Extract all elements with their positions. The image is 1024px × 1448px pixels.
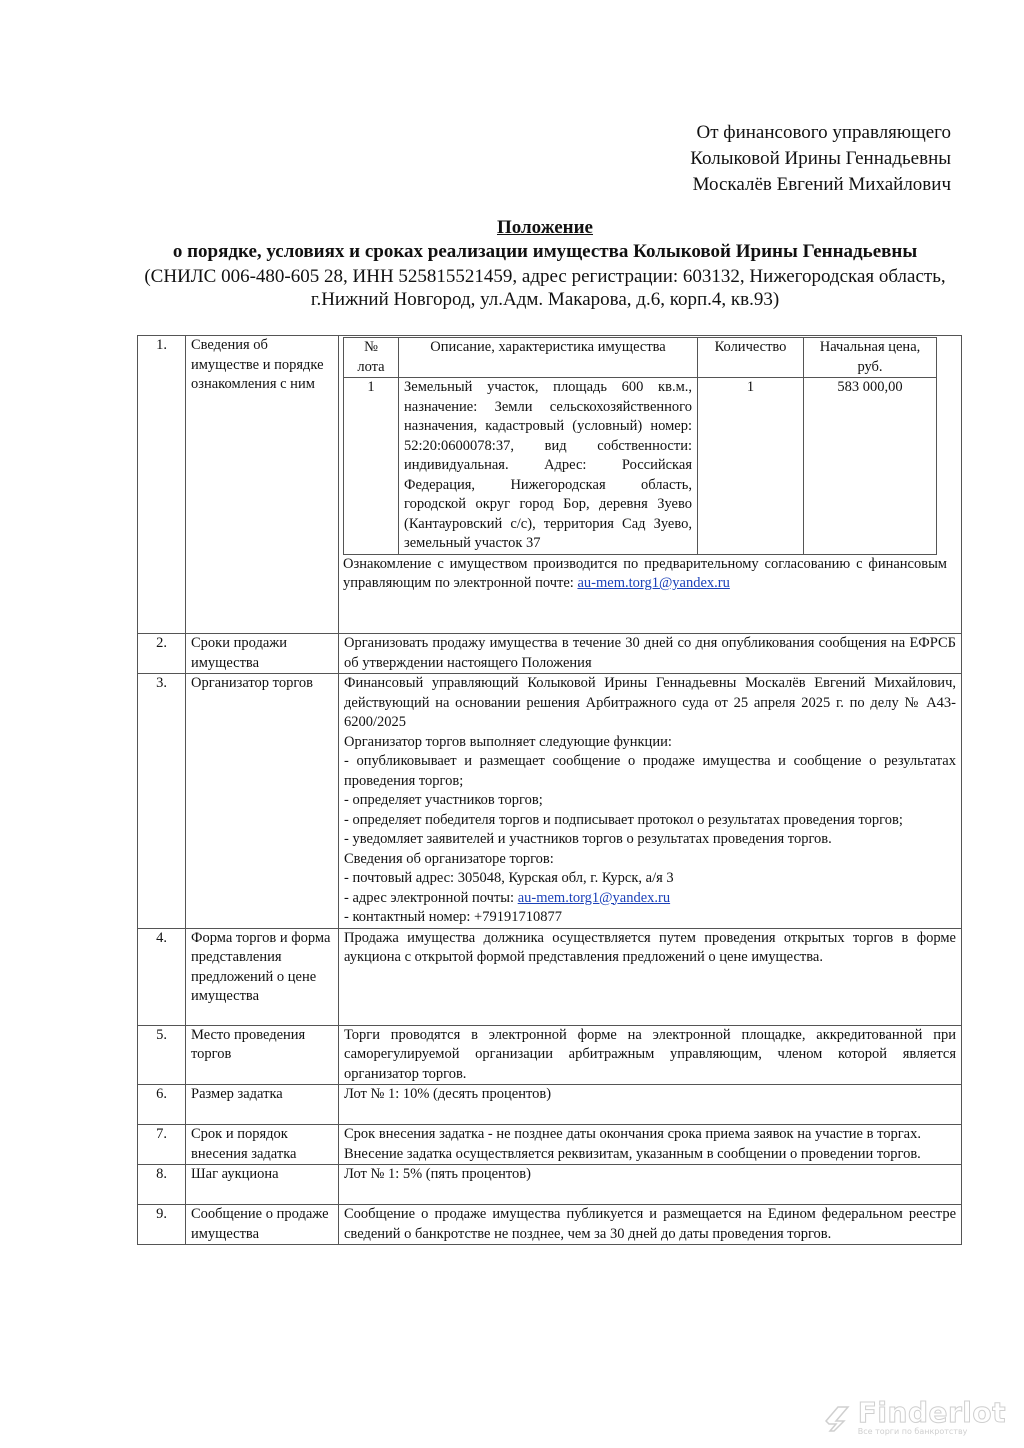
watermark-tagline: Все торги по банкротству xyxy=(857,1427,968,1436)
table-row xyxy=(138,928,962,1025)
lots-header-row xyxy=(344,338,937,378)
viewing-note xyxy=(343,555,947,594)
table-row xyxy=(138,1025,962,1085)
debtor-details: (СНИЛС 006-480-605 28, ИНН 525815521459, адрес регистрации: 603132, Нижегородская область, г.Нижний Новгород, ул.Адм. Макарова, д.6, корп.4, кв.93) xyxy=(144,266,946,310)
organizer-paragraph: - определяет победителя торгов и подписывает протокол о результатах проведения торгов; xyxy=(344,811,903,828)
finderlot-watermark xyxy=(820,1396,1006,1436)
row-label: Форма торгов и форма представления предложений о цене имущества xyxy=(186,928,339,1025)
row-content: Лот № 1: 5% (пять процентов) xyxy=(339,1165,962,1205)
regulation-table xyxy=(137,335,962,1245)
document-title: Положение xyxy=(496,217,593,238)
organizer-paragraph: - определяет участников торгов; xyxy=(344,792,543,808)
row-content xyxy=(339,336,962,634)
row-label: Сообщение о продаже имущества xyxy=(186,1205,339,1245)
organizer-paragraph: - опубликовывает и размещает сообщение о продаже имущества и сообщение о результатах проведения торгов; xyxy=(344,753,956,789)
table-row xyxy=(138,1205,962,1245)
email-link[interactable]: au-mem.torg1@yandex.ru xyxy=(577,575,730,591)
finderlot-logo-icon xyxy=(820,1401,854,1435)
lots-header-price: Начальная цена, руб. xyxy=(804,338,937,378)
row-label: Размер задатка xyxy=(186,1085,339,1125)
lot-price: 583 000,00 xyxy=(804,378,937,555)
row-content: Лот № 1: 10% (десять процентов) xyxy=(339,1085,962,1125)
deposit-paragraph: Внесение задатка осуществляется реквизитам, указанным в сообщении о проведении торгов. xyxy=(344,1145,921,1162)
table-row xyxy=(138,634,962,674)
lot-number: 1 xyxy=(344,378,399,555)
organizer-paragraph: Сведения об организаторе торгов: xyxy=(344,850,554,867)
row-content: Сообщение о продаже имущества публикуется и размещается на Едином федеральном реестре сведений о банкротстве не позднее, чем за 30 дней до даты проведения торгов. xyxy=(339,1205,962,1245)
table-row xyxy=(138,1125,962,1165)
sender-line: Москалёв Евгений Михайлович xyxy=(692,174,951,195)
row-number: 1. xyxy=(138,336,186,634)
row-label: Место проведения торгов xyxy=(186,1025,339,1085)
row-number: 5. xyxy=(138,1025,186,1085)
sender-line: От финансового управляющего xyxy=(696,122,951,143)
row-number: 3. xyxy=(138,674,186,929)
row-content xyxy=(339,1125,962,1165)
row-number: 7. xyxy=(138,1125,186,1165)
deposit-paragraph: Срок внесения задатка - не позднее даты окончания срока приема заявок на участие в торгах. xyxy=(344,1126,921,1142)
row-content: Продажа имущества должника осуществляется путем проведения открытых торгов в форме аукциона с открытой формой представления предложений о цене имущества. xyxy=(339,928,962,1025)
table-row xyxy=(138,1085,962,1125)
sender-line: Колыковой Ирины Геннадьевны xyxy=(690,148,951,169)
lots-header-description: Описание, характеристика имущества xyxy=(399,338,698,378)
table-row xyxy=(138,336,962,634)
document-subtitle: о порядке, условиях и сроках реализации имущества Колыковой Ирины Геннадьевны xyxy=(172,241,918,262)
row-label: Сведения об имуществе и порядке ознакомления с ним xyxy=(186,336,339,634)
row-number: 2. xyxy=(138,634,186,674)
table-row xyxy=(138,674,962,929)
email-link[interactable]: au-mem.torg1@yandex.ru xyxy=(517,889,671,906)
row-number: 6. xyxy=(138,1085,186,1125)
lot-quantity: 1 xyxy=(698,378,804,555)
organizer-email-label: - адрес электронной почты: xyxy=(344,889,518,906)
organizer-paragraph: - уведомляет заявителей и участников торгов о результатах проведения торгов. xyxy=(344,831,832,847)
viewing-note-text: Ознакомление с имуществом производится по предварительному согласованию с финансовым управляющим по электронной почте: xyxy=(343,555,947,591)
lots-row xyxy=(344,378,937,555)
organizer-email-line xyxy=(344,889,956,909)
lots-header-quantity: Количество xyxy=(698,338,804,378)
row-content: Организовать продажу имущества в течение 30 дней со дня опубликования сообщения на ЕФРСБ об утверждении настоящего Положения xyxy=(339,634,962,674)
row-number: 8. xyxy=(138,1165,186,1205)
lots-header-number: № лота xyxy=(344,338,399,378)
row-number: 9. xyxy=(138,1205,186,1245)
organizer-paragraph: - почтовый адрес: 305048, Курская обл, г. Курск, а/я 3 xyxy=(344,870,674,886)
organizer-paragraph: Финансовый управляющий Колыковой Ирины Геннадьевны Москалёв Евгений Михайлович, действующий на основании решения Арбитражного суда от 25 апреля 2025 г. по делу № А43-6200/2025 xyxy=(344,675,956,730)
row-content: Торги проводятся в электронной форме на электронной площадке, аккредитованной при саморегулируемой организации арбитражным управляющим, членом которой является организатор торгов. xyxy=(339,1025,962,1085)
table-row xyxy=(138,1165,962,1205)
organizer-paragraph: Организатор торгов выполняет следующие функции: xyxy=(344,733,672,750)
row-label: Сроки продажи имущества xyxy=(186,634,339,674)
watermark-name: Finderlot xyxy=(857,1396,1006,1429)
organizer-phone: - контактный номер: +79191710877 xyxy=(344,909,562,925)
row-label: Срок и порядок внесения задатка xyxy=(186,1125,339,1165)
row-label: Организатор торгов xyxy=(186,674,339,929)
lot-description: Земельный участок, площадь 600 кв.м., назначение: Земли сельскохозяйственного назначения, кадастровый (условный) номер: 52:20:0600078:37, вид собственности: индивидуальная. Адрес: Российская Федерация, Нижегородская область, городской округ город Бор, деревня Зуево (Кантауровский с/с), территория Сад Зуево, земельный участок 37 xyxy=(399,378,698,555)
sender-block xyxy=(690,120,951,198)
lots-table xyxy=(343,337,937,555)
row-label: Шаг аукциона xyxy=(186,1165,339,1205)
row-number: 4. xyxy=(138,928,186,1025)
document-title-block xyxy=(130,216,960,311)
row-content xyxy=(339,674,962,929)
